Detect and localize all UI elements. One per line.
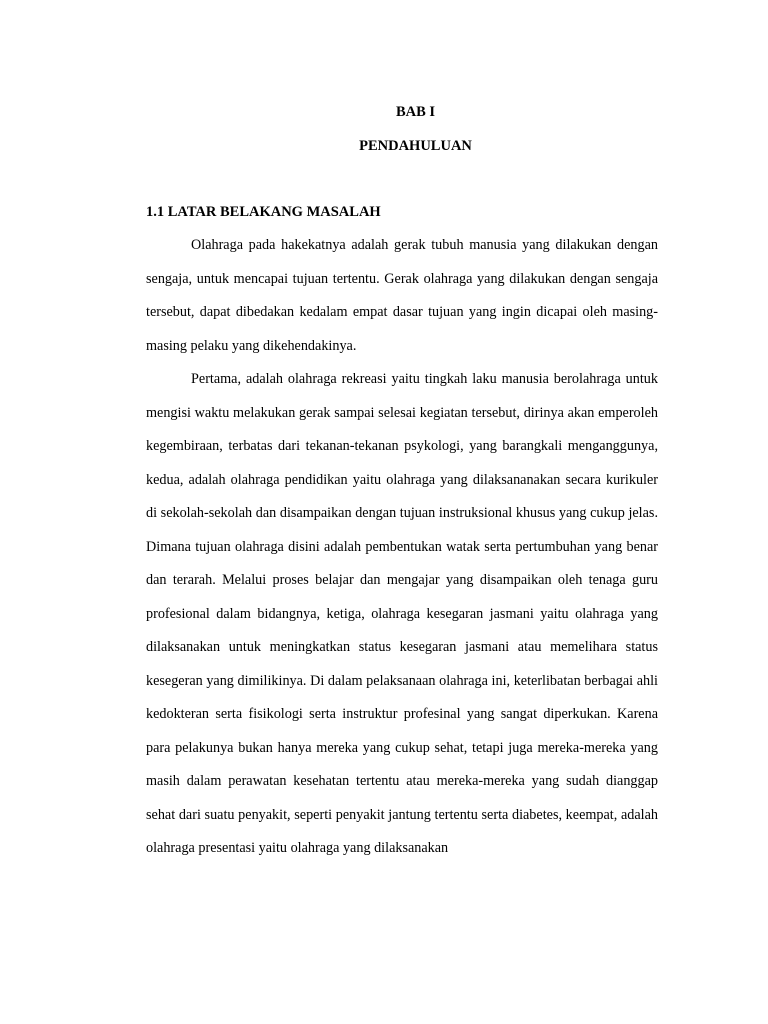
paragraph-2: Pertama, adalah olahraga rekreasi yaitu tingkah laku manusia berolahraga untuk mengisi waktu melakukan gerak sampai selesai kegiatan tersebut, dirinya akan emperoleh kegembiraan, terbatas dari tekanan-tekanan psykologi, yang barangkali menganggunya, kedua, adalah olahraga pendidikan yaitu olahraga yang dilaksananakan secara kurikuler di sekolah-sekolah dan disampaikan dengan tujuan instruksional khusus yang cukup jelas. Dimana tujuan olahraga disini adalah pembentukan watak serta pertumbuhan yang benar dan terarah. Melalui proses belajar dan mengajar yang disampaikan oleh tenaga guru profesional dalam bidangnya, ketiga, olahraga kesegaran jasmani yaitu olahraga yang dilaksanakan untuk meningkatkan status kesegaran jasmani atau memelihara status kesegeran yang dimilikinya. Di dalam pelaksanaan olahraga ini, keterlibatan berbagai ahli kedokteran serta fisikologi serta instruktur profesinal yang sangat diperkukan. Karena para pelakunya bukan hanya mereka yang cukup sehat, tetapi juga mereka-mereka yang masih dalam perawatan kesehatan tertentu atau mereka-mereka yang sudah dianggap sehat dari suatu penyakit, seperti penyakit jantung tertentu serta diabetes, keempat, adalah olahraga presentasi yaitu olahraga yang dilaksanakan (146, 371, 658, 856)
chapter-title: PENDAHULUAN (359, 138, 472, 154)
chapter-number: BAB I (395, 104, 436, 120)
paragraph-1: Olahraga pada hakekatnya adalah gerak tubuh manusia yang dilakukan dengan sengaja, untuk mencapai tujuan tertentu. Gerak olahraga yang dilakukan dengan sengaja tersebut, dapat dibedakan kedalam empat dasar tujuan yang ingin dicapai oleh masing-masing pelaku yang dikehendakinya. (146, 237, 658, 354)
section-heading: 1.1 LATAR BELAKANG MASALAH (146, 204, 381, 220)
body-text (146, 229, 658, 866)
